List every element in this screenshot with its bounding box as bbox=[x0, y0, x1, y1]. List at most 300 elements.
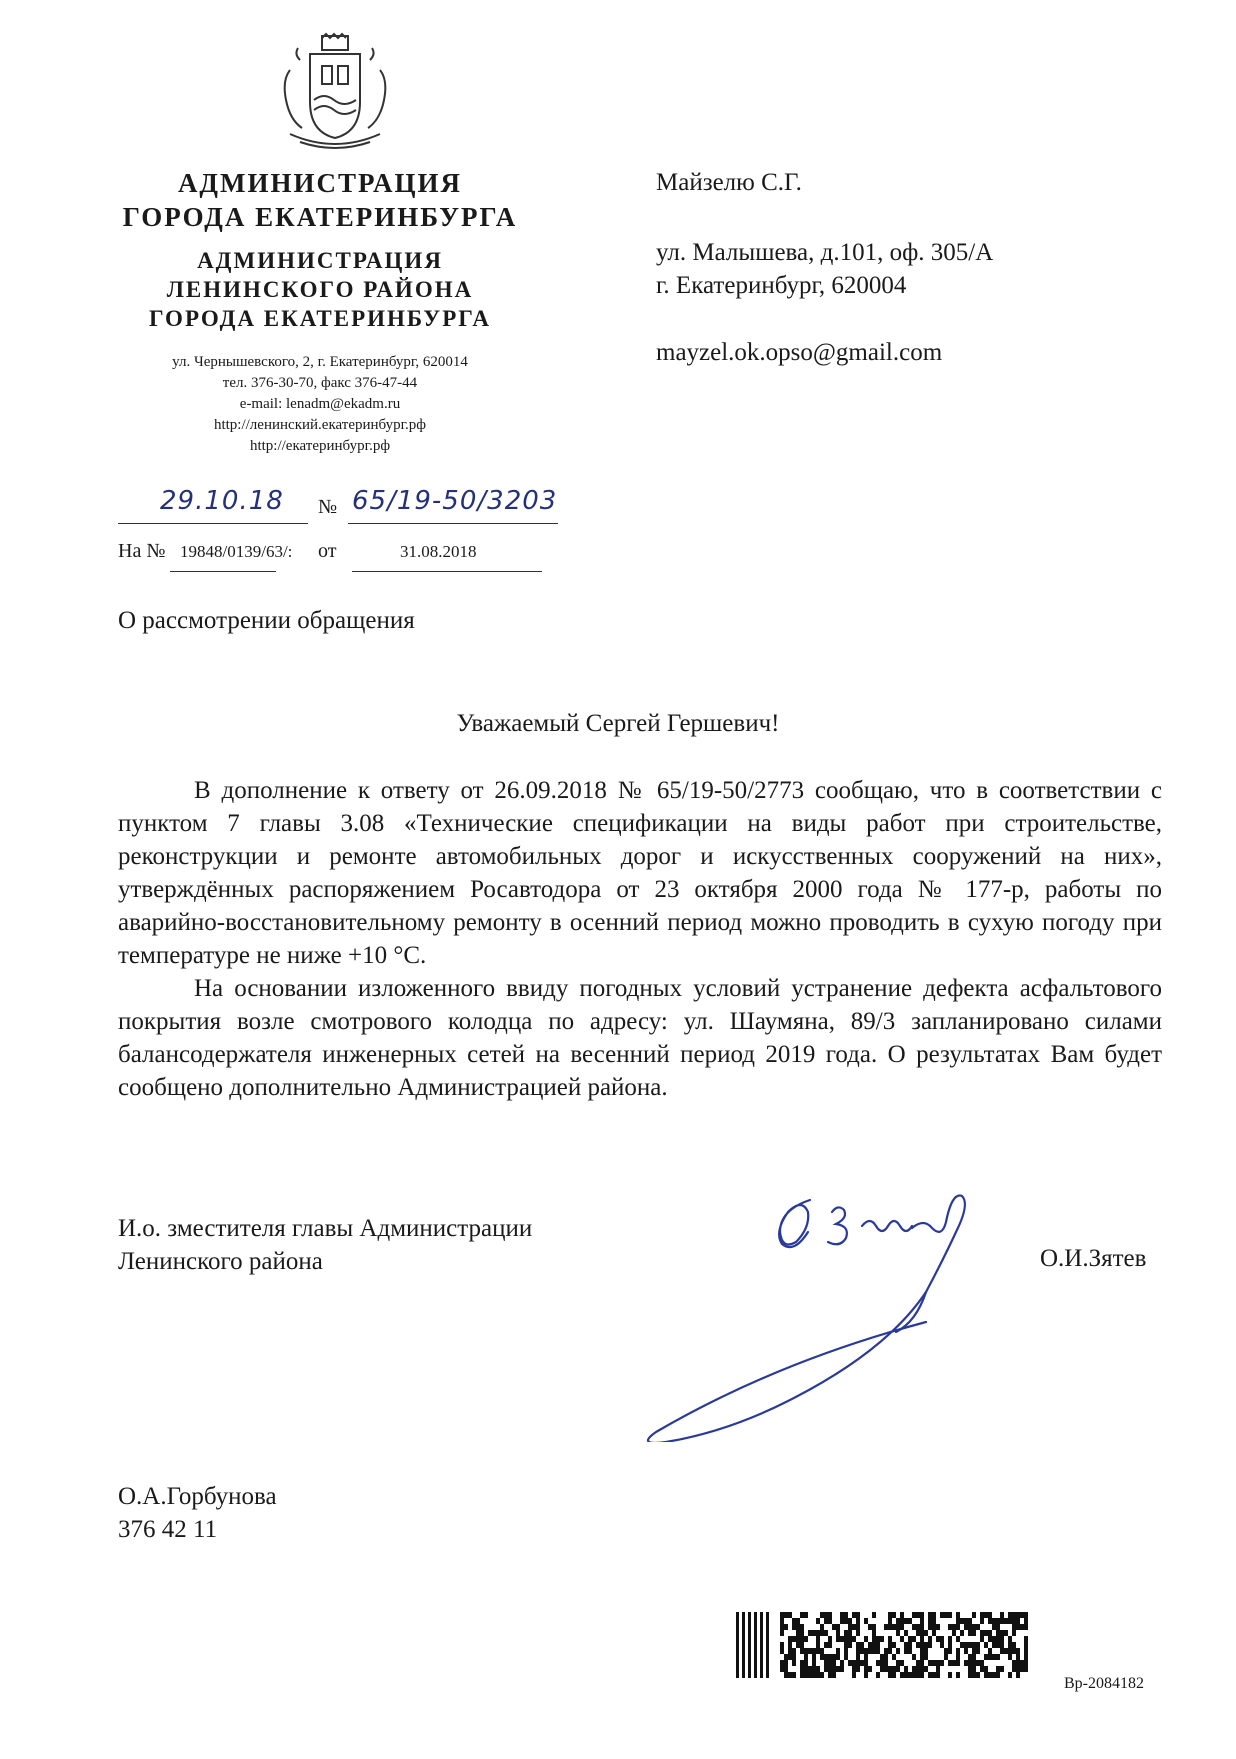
barcode-module bbox=[784, 1666, 788, 1672]
barcode-module bbox=[844, 1612, 848, 1618]
barcode-module bbox=[848, 1624, 852, 1630]
barcode-module bbox=[936, 1666, 940, 1672]
barcode-module bbox=[964, 1642, 968, 1648]
barcode-module bbox=[924, 1666, 928, 1672]
barcode-module bbox=[888, 1612, 892, 1618]
barcode-module bbox=[832, 1624, 836, 1630]
barcode-module bbox=[844, 1654, 848, 1660]
barcode-module bbox=[784, 1654, 788, 1660]
barcode-module bbox=[1008, 1636, 1012, 1642]
barcode-module bbox=[920, 1648, 924, 1654]
barcode-module bbox=[1016, 1648, 1020, 1654]
barcode-module bbox=[924, 1642, 928, 1648]
barcode-module bbox=[988, 1630, 992, 1636]
barcode-module bbox=[804, 1672, 808, 1678]
barcode-module bbox=[840, 1666, 844, 1672]
barcode-module bbox=[836, 1630, 840, 1636]
barcode-module bbox=[904, 1648, 908, 1654]
barcode-module bbox=[892, 1672, 896, 1678]
barcode-module bbox=[992, 1672, 996, 1678]
barcode-module bbox=[940, 1660, 944, 1666]
barcode-module bbox=[844, 1630, 848, 1636]
barcode-module bbox=[784, 1672, 788, 1678]
barcode-module bbox=[836, 1666, 840, 1672]
number-underline bbox=[348, 522, 558, 524]
barcode-module bbox=[972, 1624, 976, 1630]
barcode-module bbox=[972, 1654, 976, 1660]
barcode-module bbox=[904, 1666, 908, 1672]
barcode-module bbox=[944, 1648, 948, 1654]
addressee-name: Майзелю С.Г. bbox=[656, 169, 802, 196]
barcode-module bbox=[856, 1660, 860, 1666]
barcode-bar bbox=[760, 1612, 763, 1678]
barcode-module bbox=[992, 1618, 996, 1624]
barcode-module bbox=[904, 1672, 908, 1678]
barcode-id: Вр-2084182 bbox=[1064, 1675, 1144, 1692]
barcode-module bbox=[904, 1618, 908, 1624]
barcode-module bbox=[1012, 1648, 1016, 1654]
reference-number-underline bbox=[170, 570, 276, 572]
barcode-module bbox=[948, 1648, 952, 1654]
barcode-module bbox=[976, 1660, 980, 1666]
barcode-module bbox=[868, 1624, 872, 1630]
barcode-module bbox=[984, 1612, 988, 1618]
barcode-module bbox=[824, 1612, 828, 1618]
barcode-module bbox=[816, 1630, 820, 1636]
barcode-module bbox=[956, 1672, 960, 1678]
barcode-module bbox=[820, 1630, 824, 1636]
barcode-module bbox=[872, 1624, 876, 1630]
barcode-module bbox=[804, 1654, 808, 1660]
barcode-module bbox=[800, 1666, 804, 1672]
barcode-module bbox=[788, 1642, 792, 1648]
barcode-module bbox=[844, 1618, 848, 1624]
barcode-module bbox=[1024, 1624, 1028, 1630]
barcode-module bbox=[948, 1624, 952, 1630]
barcode-module bbox=[876, 1660, 880, 1666]
barcode-module bbox=[820, 1672, 824, 1678]
barcode-module bbox=[948, 1612, 952, 1618]
barcode-module bbox=[816, 1672, 820, 1678]
barcode-module bbox=[828, 1618, 832, 1624]
barcode-module bbox=[836, 1624, 840, 1630]
barcode-module bbox=[864, 1648, 868, 1654]
barcode-module bbox=[932, 1630, 936, 1636]
signatory-name: О.И.Зятев bbox=[1040, 1245, 1147, 1272]
barcode-module bbox=[948, 1642, 952, 1648]
barcode-module bbox=[968, 1672, 972, 1678]
barcode-module bbox=[856, 1654, 860, 1660]
barcode-module bbox=[864, 1666, 868, 1672]
contact-email: e-mail: lenadm@ekadm.ru bbox=[239, 396, 401, 412]
barcode-module bbox=[780, 1660, 784, 1666]
barcode-module bbox=[924, 1648, 928, 1654]
barcode-module bbox=[996, 1630, 1000, 1636]
number-sign: № bbox=[318, 496, 338, 518]
barcode-module bbox=[980, 1612, 984, 1618]
barcode-bar bbox=[742, 1612, 745, 1678]
barcode-module bbox=[976, 1624, 980, 1630]
barcode-module bbox=[832, 1654, 836, 1660]
barcode-module bbox=[936, 1660, 940, 1666]
barcode-module bbox=[828, 1642, 832, 1648]
barcode-module bbox=[920, 1642, 924, 1648]
barcode-module bbox=[848, 1636, 852, 1642]
barcode-module bbox=[892, 1642, 896, 1648]
contact-website-district: http://ленинский.екатеринбург.рф bbox=[213, 417, 427, 433]
barcode-module bbox=[816, 1648, 820, 1654]
barcode-module bbox=[852, 1660, 856, 1666]
barcode-module bbox=[880, 1654, 884, 1660]
barcode-module bbox=[1016, 1612, 1020, 1618]
barcode-module bbox=[828, 1636, 832, 1642]
barcode-module bbox=[812, 1666, 816, 1672]
barcode-module bbox=[864, 1660, 868, 1666]
barcode-module bbox=[808, 1648, 812, 1654]
barcode-module bbox=[860, 1660, 864, 1666]
barcode-module bbox=[900, 1624, 904, 1630]
barcode-module bbox=[876, 1636, 880, 1642]
barcode-module bbox=[1020, 1624, 1024, 1630]
barcode-module bbox=[988, 1612, 992, 1618]
barcode-module bbox=[916, 1660, 920, 1666]
barcode-module bbox=[912, 1624, 916, 1630]
barcode-module bbox=[848, 1630, 852, 1636]
barcode-module bbox=[892, 1624, 896, 1630]
barcode-module bbox=[1024, 1648, 1028, 1654]
barcode-module bbox=[1016, 1666, 1020, 1672]
barcode-module bbox=[936, 1624, 940, 1630]
barcode-module bbox=[896, 1648, 900, 1654]
contact-address: ул. Чернышевского, 2, г. Екатеринбург, 620014 bbox=[172, 354, 468, 370]
barcode-bar bbox=[748, 1612, 751, 1678]
barcode-module bbox=[872, 1648, 876, 1654]
barcode-module bbox=[856, 1612, 860, 1618]
barcode-module bbox=[784, 1660, 788, 1666]
barcode-module bbox=[816, 1618, 820, 1624]
barcode-module bbox=[1016, 1660, 1020, 1666]
reference-number: 19848/0139/63/: bbox=[180, 542, 293, 561]
reference-date: 31.08.2018 bbox=[400, 542, 477, 561]
barcode-module bbox=[972, 1612, 976, 1618]
barcode-module bbox=[1024, 1612, 1028, 1618]
barcode-module bbox=[796, 1630, 800, 1636]
barcode-module bbox=[840, 1618, 844, 1624]
barcode-module bbox=[964, 1618, 968, 1624]
barcode-module bbox=[884, 1666, 888, 1672]
reference-from-label: от bbox=[318, 540, 337, 562]
barcode-module bbox=[940, 1636, 944, 1642]
barcode-module bbox=[984, 1666, 988, 1672]
barcode-module bbox=[960, 1630, 964, 1636]
barcode-module bbox=[828, 1612, 832, 1618]
barcode-module bbox=[904, 1642, 908, 1648]
barcode-module bbox=[1012, 1612, 1016, 1618]
barcode-module bbox=[1000, 1630, 1004, 1636]
barcode-module bbox=[812, 1660, 816, 1666]
barcode-module bbox=[984, 1654, 988, 1660]
barcode-module bbox=[988, 1618, 992, 1624]
barcode-module bbox=[848, 1660, 852, 1666]
barcode-module bbox=[952, 1624, 956, 1630]
barcode-module bbox=[792, 1672, 796, 1678]
barcode-module bbox=[968, 1618, 972, 1624]
barcode-module bbox=[804, 1660, 808, 1666]
barcode-module bbox=[844, 1648, 848, 1654]
barcode-module bbox=[900, 1612, 904, 1618]
barcode-module bbox=[964, 1624, 968, 1630]
barcode-module bbox=[820, 1624, 824, 1630]
barcode-module bbox=[824, 1642, 828, 1648]
barcode-module bbox=[880, 1666, 884, 1672]
barcode-module bbox=[796, 1642, 800, 1648]
barcode-module bbox=[988, 1672, 992, 1678]
org-line-2: ГОРОДА ЕКАТЕРИНБУРГА bbox=[122, 202, 518, 232]
barcode-module bbox=[796, 1624, 800, 1630]
barcode-module bbox=[864, 1654, 868, 1660]
barcode-module bbox=[960, 1642, 964, 1648]
barcode-module bbox=[916, 1666, 920, 1672]
barcode-module bbox=[872, 1636, 876, 1642]
barcode-module bbox=[956, 1654, 960, 1660]
barcode-module bbox=[892, 1612, 896, 1618]
barcode-module bbox=[808, 1666, 812, 1672]
barcode-module bbox=[856, 1648, 860, 1654]
signatory-position bbox=[118, 1212, 532, 1278]
barcode-module bbox=[816, 1636, 820, 1642]
barcode-module bbox=[1016, 1654, 1020, 1660]
barcode-module bbox=[932, 1618, 936, 1624]
barcode-module bbox=[936, 1672, 940, 1678]
barcode-module bbox=[904, 1630, 908, 1636]
barcode-module bbox=[1016, 1672, 1020, 1678]
barcode-module bbox=[964, 1648, 968, 1654]
barcode-module bbox=[820, 1654, 824, 1660]
barcode-module bbox=[892, 1666, 896, 1672]
barcode-module bbox=[984, 1630, 988, 1636]
org-line-1: АДМИНИСТРАЦИЯ bbox=[177, 168, 463, 198]
barcode-module bbox=[812, 1672, 816, 1678]
barcode-module bbox=[812, 1654, 816, 1660]
barcode-module bbox=[852, 1672, 856, 1678]
barcode-module bbox=[792, 1654, 796, 1660]
barcode-module bbox=[820, 1648, 824, 1654]
barcode-module bbox=[972, 1666, 976, 1672]
barcode-module bbox=[952, 1660, 956, 1666]
barcode-module bbox=[896, 1624, 900, 1630]
barcode-module bbox=[948, 1660, 952, 1666]
barcode-module bbox=[932, 1672, 936, 1678]
barcode-module bbox=[888, 1672, 892, 1678]
barcode-module bbox=[1000, 1618, 1004, 1624]
barcode-module bbox=[908, 1636, 912, 1642]
barcode-module bbox=[784, 1624, 788, 1630]
barcode-module bbox=[988, 1654, 992, 1660]
barcode-module bbox=[800, 1624, 804, 1630]
barcode-module bbox=[784, 1612, 788, 1618]
barcode-module bbox=[920, 1654, 924, 1660]
barcode-module bbox=[976, 1648, 980, 1654]
barcode-module bbox=[972, 1630, 976, 1636]
barcode-module bbox=[1008, 1648, 1012, 1654]
barcode-module bbox=[800, 1642, 804, 1648]
barcode-module bbox=[960, 1618, 964, 1624]
barcode-module bbox=[788, 1612, 792, 1618]
barcode-module bbox=[928, 1672, 932, 1678]
barcode-module bbox=[1020, 1612, 1024, 1618]
barcode-module bbox=[824, 1630, 828, 1636]
organization-name bbox=[100, 166, 540, 234]
barcode-module bbox=[956, 1660, 960, 1666]
barcode-module bbox=[800, 1648, 804, 1654]
executor-info bbox=[118, 1480, 277, 1546]
barcode-module bbox=[872, 1642, 876, 1648]
barcode-module bbox=[832, 1666, 836, 1672]
barcode-module bbox=[844, 1636, 848, 1642]
barcode-module bbox=[968, 1666, 972, 1672]
dept-line-2: ЛЕНИНСКОГО РАЙОНА bbox=[166, 277, 474, 302]
barcode-module bbox=[968, 1660, 972, 1666]
barcode-module bbox=[888, 1642, 892, 1648]
barcode-module bbox=[928, 1636, 932, 1642]
handwritten-signature bbox=[600, 1182, 1030, 1442]
barcode-module bbox=[888, 1666, 892, 1672]
barcode-module bbox=[1016, 1618, 1020, 1624]
barcode-module bbox=[940, 1642, 944, 1648]
barcode-module bbox=[1012, 1660, 1016, 1666]
barcode-module bbox=[1004, 1618, 1008, 1624]
barcode-module bbox=[1024, 1618, 1028, 1624]
barcode-module bbox=[972, 1648, 976, 1654]
barcode-module bbox=[780, 1648, 784, 1654]
barcode-module bbox=[980, 1660, 984, 1666]
barcode-module bbox=[792, 1624, 796, 1630]
barcode-module bbox=[868, 1642, 872, 1648]
contact-website-city: http://екатеринбург.рф bbox=[249, 438, 391, 454]
barcode-module bbox=[1012, 1618, 1016, 1624]
barcode-bar bbox=[766, 1612, 769, 1678]
barcode-module bbox=[916, 1672, 920, 1678]
barcode-module bbox=[920, 1672, 924, 1678]
barcode-module bbox=[844, 1642, 848, 1648]
barcode-module bbox=[932, 1660, 936, 1666]
barcode-module bbox=[832, 1672, 836, 1678]
barcode-module bbox=[916, 1642, 920, 1648]
barcode-module bbox=[840, 1660, 844, 1666]
barcode-module bbox=[884, 1624, 888, 1630]
barcode-module bbox=[996, 1672, 1000, 1678]
barcode-module bbox=[780, 1642, 784, 1648]
barcode-module bbox=[920, 1636, 924, 1642]
barcode-module bbox=[896, 1618, 900, 1624]
department-name bbox=[100, 246, 540, 333]
barcode-module bbox=[836, 1654, 840, 1660]
body-paragraph: На основании изложенного ввиду погодных условий устранение дефекта асфальтового покрытия возле смотрового колодца по адресу: ул. Шаумяна, 89/3 запланировано силами балансодержателя инженерных сетей на весенний период 2019 года. О результатах Вам будет сообщено дополнительно Администрацией района. bbox=[118, 975, 1162, 1101]
barcode-module bbox=[912, 1612, 916, 1618]
barcode-module bbox=[1012, 1642, 1016, 1648]
barcode-module bbox=[932, 1612, 936, 1618]
barcode-module bbox=[880, 1636, 884, 1642]
barcode-module bbox=[988, 1648, 992, 1654]
barcode-module bbox=[1024, 1636, 1028, 1642]
barcode-module bbox=[780, 1630, 784, 1636]
barcode-module bbox=[824, 1654, 828, 1660]
barcode-module bbox=[868, 1666, 872, 1672]
barcode-module bbox=[1000, 1666, 1004, 1672]
signatory-position-line-1: И.о. зместителя главы Администрации bbox=[118, 1215, 533, 1242]
barcode-module bbox=[916, 1624, 920, 1630]
barcode-module bbox=[900, 1660, 904, 1666]
barcode-module bbox=[996, 1618, 1000, 1624]
barcode-module bbox=[916, 1612, 920, 1618]
barcode-module bbox=[808, 1672, 812, 1678]
barcode-module bbox=[944, 1612, 948, 1618]
barcode-module bbox=[816, 1666, 820, 1672]
outgoing-number: 65/19-50/3203 bbox=[352, 486, 558, 516]
dept-line-3: ГОРОДА ЕКАТЕРИНБУРГА bbox=[149, 306, 491, 331]
barcode-module bbox=[996, 1666, 1000, 1672]
barcode-module bbox=[812, 1630, 816, 1636]
barcode-module bbox=[928, 1618, 932, 1624]
barcode-module bbox=[1024, 1660, 1028, 1666]
barcode-module bbox=[928, 1612, 932, 1618]
barcode-module bbox=[852, 1636, 856, 1642]
barcode-module bbox=[820, 1612, 824, 1618]
barcode-module bbox=[928, 1660, 932, 1666]
barcode-module bbox=[852, 1624, 856, 1630]
barcode-module bbox=[992, 1642, 996, 1648]
letter-greeting: Уважаемый Сергей Гершевич! bbox=[456, 710, 780, 737]
barcode-module bbox=[804, 1612, 808, 1618]
barcode-module bbox=[864, 1636, 868, 1642]
barcode-module bbox=[940, 1612, 944, 1618]
barcode-module bbox=[852, 1612, 856, 1618]
barcode-module bbox=[1000, 1612, 1004, 1618]
barcode-module bbox=[860, 1642, 864, 1648]
barcode-module bbox=[884, 1660, 888, 1666]
barcode-module bbox=[968, 1630, 972, 1636]
barcode-module bbox=[1008, 1654, 1012, 1660]
barcode-module bbox=[996, 1636, 1000, 1642]
barcode-module bbox=[1004, 1630, 1008, 1636]
barcode-module bbox=[980, 1630, 984, 1636]
barcode-module bbox=[792, 1660, 796, 1666]
barcode-module bbox=[800, 1636, 804, 1642]
barcode-module bbox=[856, 1618, 860, 1624]
barcode-bar bbox=[736, 1612, 739, 1678]
barcode-module bbox=[848, 1618, 852, 1624]
barcode-module bbox=[780, 1666, 784, 1672]
barcode-bar bbox=[754, 1612, 757, 1678]
letter-subject: О рассмотрении обращения bbox=[118, 607, 415, 634]
barcode-module bbox=[944, 1654, 948, 1660]
barcode-module bbox=[868, 1648, 872, 1654]
barcode-module bbox=[988, 1636, 992, 1642]
letter-body bbox=[118, 774, 1162, 1104]
outgoing-date: 29.10.18 bbox=[160, 486, 284, 516]
barcode-module bbox=[840, 1636, 844, 1642]
barcode-module bbox=[832, 1660, 836, 1666]
barcode-module bbox=[996, 1624, 1000, 1630]
barcode-module bbox=[836, 1648, 840, 1654]
barcode-module bbox=[912, 1654, 916, 1660]
barcode-module bbox=[952, 1630, 956, 1636]
contact-details bbox=[100, 352, 540, 457]
barcode-module bbox=[1000, 1648, 1004, 1654]
barcode-module bbox=[984, 1672, 988, 1678]
barcode-module bbox=[912, 1666, 916, 1672]
barcode-module bbox=[1012, 1624, 1016, 1630]
